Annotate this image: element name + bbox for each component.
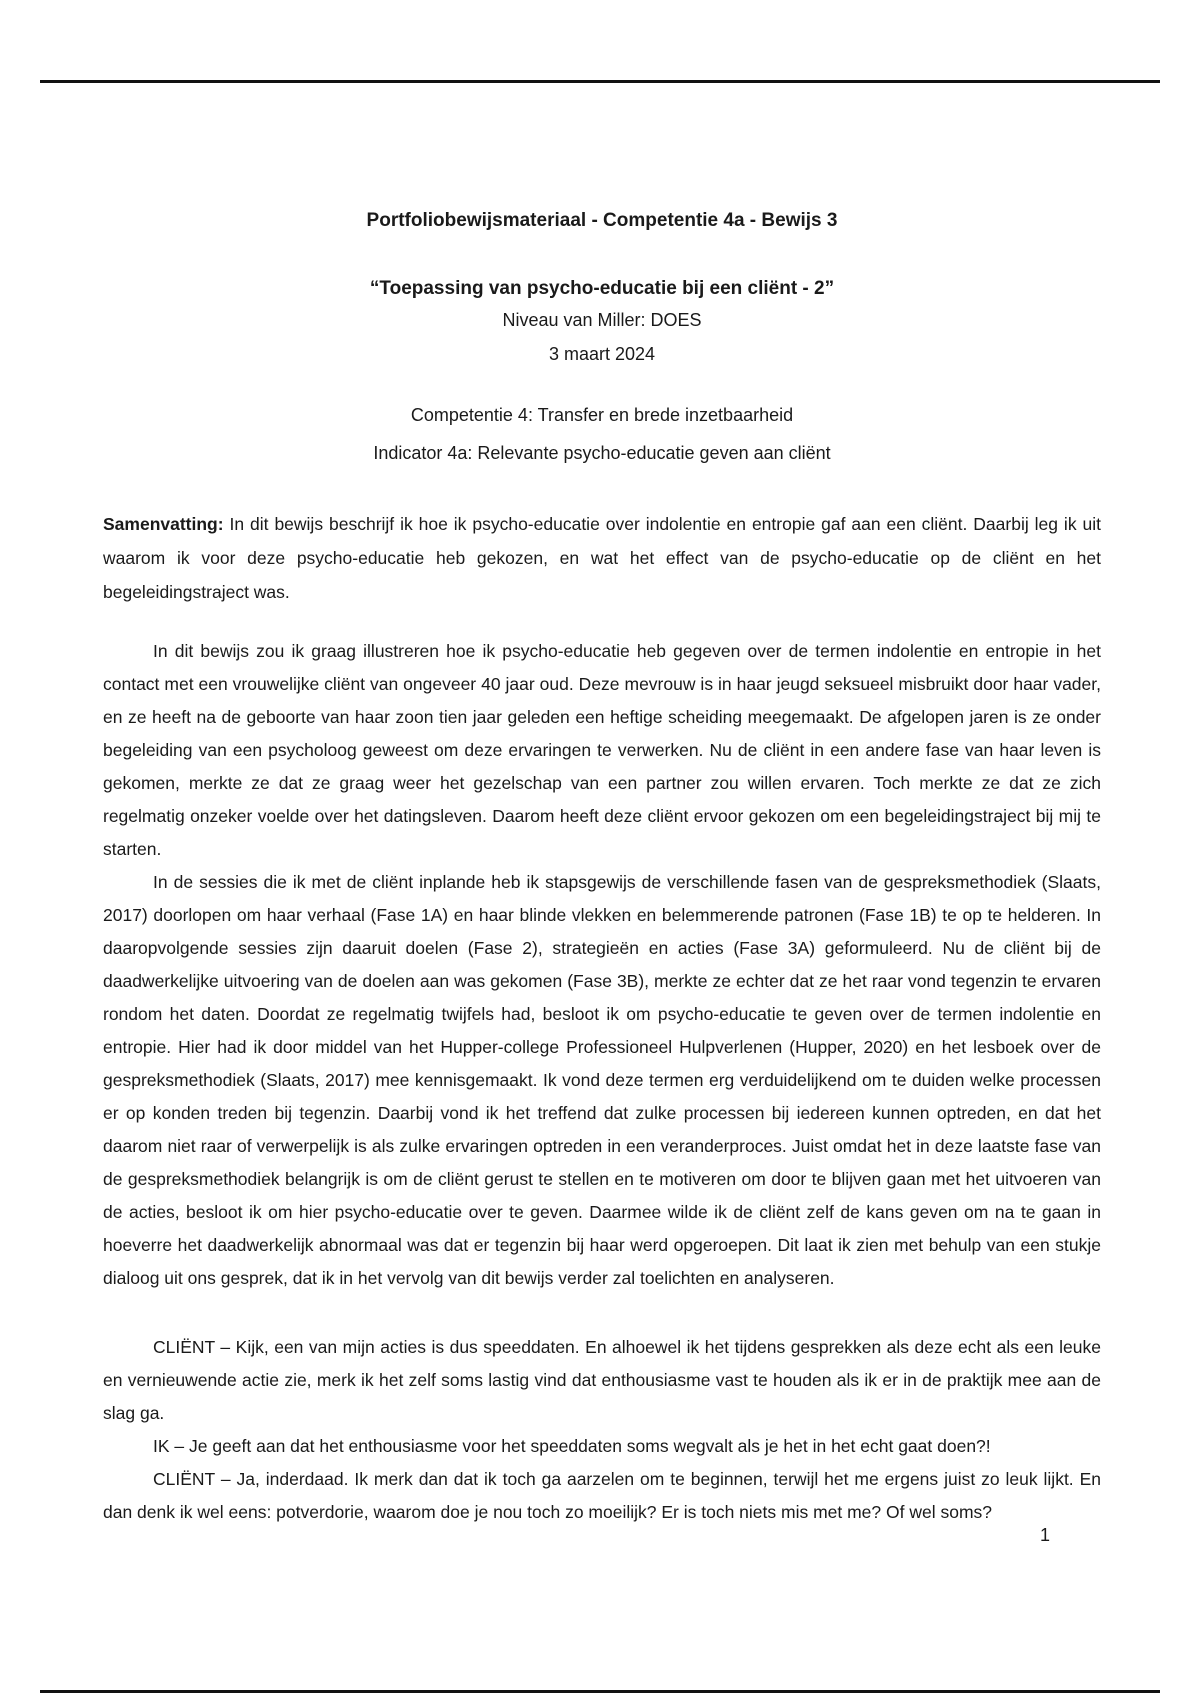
dialogue-block [103,1331,1101,1529]
body-paragraph: In de sessies die ik met de cliënt inplande heb ik stapsgewijs de verschillende fasen van de gespreksmethodiek (Slaats, 2017) doorlopen om haar verhaal (Fase 1A) en haar blinde vlekken en belemmerende patronen (Fase 1B) te op te helderen. In daaropvolgende sessies zijn daaruit doelen (Fase 2), strategieën en acties (Fase 3A) geformuleerd. Nu de cliënt bij de daadwerkelijke uitvoering van de doelen aan was gekomen (Fase 3B), merkte ze echter dat ze het raar vond tegenzin te ervaren rondom het daten. Doordat ze regelmatig twijfels had, besloot ik om psycho-educatie te geven over de termen indolentie en entropie. Hier had ik door middel van het Hupper-college Professioneel Hulpverlenen (Hupper, 2020) en het lesboek over de gespreksmethodiek (Slaats, 2017) mee kennisgemaakt. Ik vond deze termen erg verduidelijkend om te duiden welke processen er op konden treden bij tegenzin. Daarbij vond ik het treffend dat zulke processen bij iedereen kunnen optreden, en dat het daarom niet raar of verwerpelijk is als zulke ervaringen optreden in een veranderproces. Juist omdat het in deze laatste fase van de gespreksmethodiek belangrijk is om de cliënt gerust te stellen en te motiveren om door te blijven gaan met het uitvoeren van de acties, besloot ik om hier psycho-educatie over te geven. Daarmee wilde ik de cliënt zelf de kans geven om na te gaan in hoeverre het daadwerkelijk abnormaal was dat er tegenzin bij haar werd opgeroepen. Dit laat ik zien met behulp van een stukje dialoog uit ons gesprek, dat ik in het vervolg van dit bewijs verder zal toelichten en analyseren. [103,872,1101,1288]
document-title: Portfoliobewijsmateriaal - Competentie 4a - Bewijs 3 [366,210,838,231]
document-date: 3 maart 2024 [548,344,656,364]
body-paragraph: In dit bewijs zou ik graag illustreren hoe ik psycho-educatie heb gegeven over de termen indolentie en entropie in het contact met een vrouwelijke cliënt van ongeveer 40 jaar oud. Deze mevrouw is in haar jeugd seksueel misbruikt door haar vader, en ze heeft na de geboorte van haar zoon tien jaar geleden een heftige scheiding meegemaakt. De afgelopen jaren is ze onder begeleiding van een psycholoog geweest om deze ervaringen te verwerken. Nu de cliënt in een andere fase van haar leven is gekomen, merkte ze dat ze graag weer het gezelschap van een partner zou willen ervaren. Toch merkte ze dat ze zich regelmatig onzeker voelde over het datingsleven. Daarom heeft deze cliënt ervoor gekozen om een begeleidingstraject bij mij te starten. [103,641,1101,859]
page-number: 1 [1040,1525,1051,1545]
summary-label: Samenvatting: [103,514,224,534]
dialogue-line: CLIËNT – Ja, inderdaad. Ik merk dan dat ik toch ga aarzelen om te beginnen, terwijl het me ergens juist zo leuk lijkt. En dan denk ik wel eens: potverdorie, waarom doe je nou toch zo moeilijk? Er is toch niets mis met me? Of wel soms? [103,1469,1101,1522]
document-subtitle: “Toepassing van psycho-educatie bij een cliënt - 2” [369,278,835,299]
indicator-line: Indicator 4a: Relevante psycho-educatie geven aan cliënt [373,443,831,463]
summary-text: In dit bewijs beschrijf ik hoe ik psycho-educatie over indolentie en entropie gaf aan een cliënt. Daarbij leg ik uit waarom ik voor deze psycho-educatie heb gekozen, en wat het effect van de psycho-educatie op de cliënt en het begeleidingstraject was. [103,514,1101,602]
top-rule [40,80,1160,83]
document-page [103,180,1101,1529]
body-text [103,635,1101,1295]
competence-line: Competentie 4: Transfer en brede inzetbaarheid [410,405,794,425]
competence-block [103,396,1101,472]
dialogue-line: CLIËNT – Kijk, een van mijn acties is dus speeddaten. En alhoewel ik het tijdens gesprekken als deze echt als een leuke en vernieuwende actie zie, merk ik het zelf soms lastig vind dat enthousiasme vast te houden als ik er in de praktijk mee aan de slag ga. [103,1337,1101,1423]
miller-level: Niveau van Miller: DOES [502,310,702,330]
bottom-rule [40,1690,1160,1693]
dialogue-line: IK – Je geeft aan dat het enthousiasme voor het speeddaten soms wegvalt als je het in het echt gaat doen?! [153,1436,991,1456]
summary-paragraph [103,507,1101,609]
